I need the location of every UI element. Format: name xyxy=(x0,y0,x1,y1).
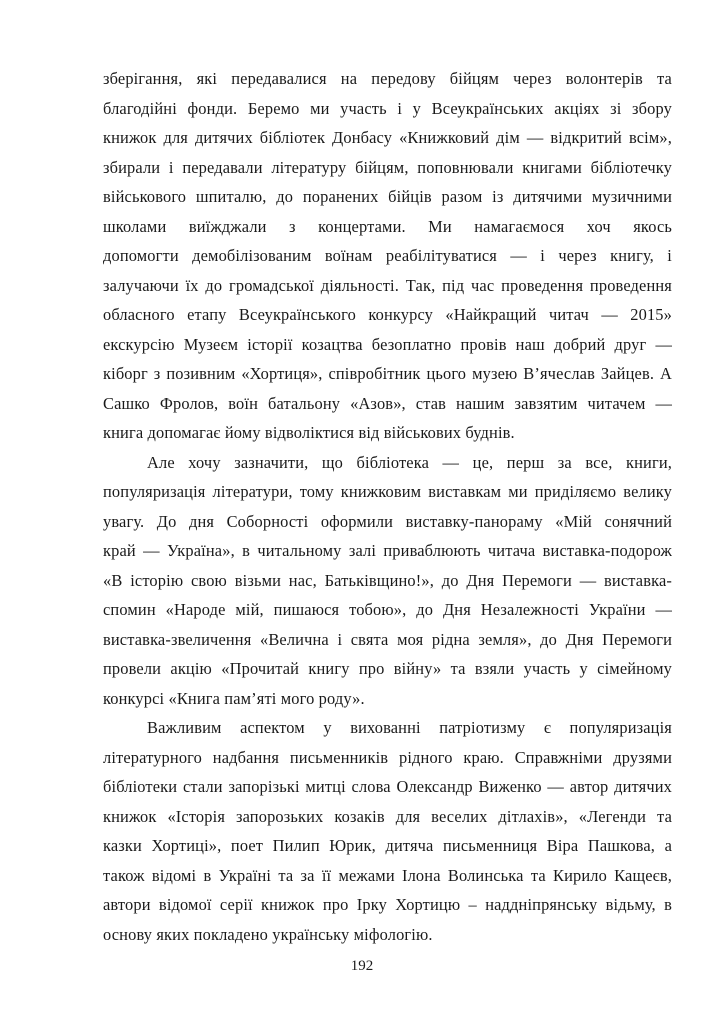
text-line: основу яких покладено українську міфологію. xyxy=(103,924,433,944)
text-line: книжок для дитячих бібліотек Донбасу «Книжковий дім — відкритий всім», xyxy=(103,128,672,147)
text-line: школами виїжджали з концертами. Ми намагаємося хоч якось xyxy=(103,216,672,236)
text-line: Сашко Фролов, воїн батальону «Азов», став нашим завзятим читачем — xyxy=(103,393,672,413)
text-line: бібліотеки стали запорізькі митці слова Олександр Виженко — автор дитячих xyxy=(103,777,672,796)
paragraph-3 xyxy=(103,713,672,949)
text-line: кіборг з позивним «Хортиця», співробітник цього музею В’ячеслав Зайцев. А xyxy=(103,364,672,383)
text-line: також відомі в Україні та за її межами Ілона Волинська та Кирило Кащеєв, xyxy=(103,865,672,885)
text-line: казки Хортиці», поет Пилип Юрик, дитяча письменниця Віра Пашкова, а xyxy=(103,836,672,855)
text-line: екскурсію Музеєм історії козацтва безоплатно провів наш добрий друг — xyxy=(103,334,672,354)
paragraph-1 xyxy=(103,64,672,448)
text-line: допомогти демобілізованим воїнам реабілітуватися — і через книгу, і xyxy=(103,246,672,265)
text-line: Важливим аспектом у вихованні патріотизму є популяризація xyxy=(147,718,672,737)
text-line: літературного надбання письменників рідного краю. Справжніми друзями xyxy=(103,747,672,767)
text-line: виставка-звеличення «Велична і свята моя рідна земля», до Дня Перемоги xyxy=(103,629,672,649)
text-line: залучаючи їх до громадської діяльності. Так, під час проведення проведення xyxy=(103,275,672,295)
text-line: військового шпиталю, до поранених бійців разом із дитячими музичними xyxy=(103,187,672,206)
page-number: 192 xyxy=(350,958,374,974)
text-line: обласного етапу Всеукраїнського конкурсу «Найкращий читач — 2015» xyxy=(103,305,672,324)
text-line: автори відомої серії книжок про Ірку Хортицю – наддніпрянську відьму, в xyxy=(103,895,672,914)
text-line: популяризація літератури, тому книжковим виставкам ми приділяємо велику xyxy=(103,482,672,501)
text-line: край — Україна», в читальному залі приваблюють читача виставка-подорож xyxy=(103,541,672,560)
text-line: провели акцію «Прочитай книгу про війну» та взяли участь у сімейному xyxy=(103,659,672,678)
text-line: книжок «Історія запорозьких козаків для веселих дітлахів», «Легенди та xyxy=(103,806,672,826)
text-line: «В історію свою візьми нас, Батьківщино!», до Дня Перемоги — виставка- xyxy=(103,570,672,590)
text-line: зберігання, які передавалися на передову бійцям через волонтерів та xyxy=(103,69,672,88)
text-line: увагу. До дня Соборності оформили виставку-панораму «Мій сонячний xyxy=(103,511,672,531)
text-line: благодійні фонди. Беремо ми участь і у Всеукраїнських акціях зі збору xyxy=(103,98,672,118)
text-line: Але хочу зазначити, що бібліотека — це, перш за все, книги, xyxy=(147,452,672,472)
text-line: збирали і передавали літературу бійцям, поповнювали книгами бібліотечку xyxy=(103,157,672,177)
page-body xyxy=(103,64,672,949)
text-line: книга допомагає йому відволіктися від військових буднів. xyxy=(103,423,515,442)
text-line: спомин «Народе мій, пишаюся тобою», до Дня Незалежності України — xyxy=(103,600,672,619)
text-line: конкурсі «Книга пам’яті мого роду». xyxy=(103,688,365,708)
paragraph-2 xyxy=(103,448,672,714)
